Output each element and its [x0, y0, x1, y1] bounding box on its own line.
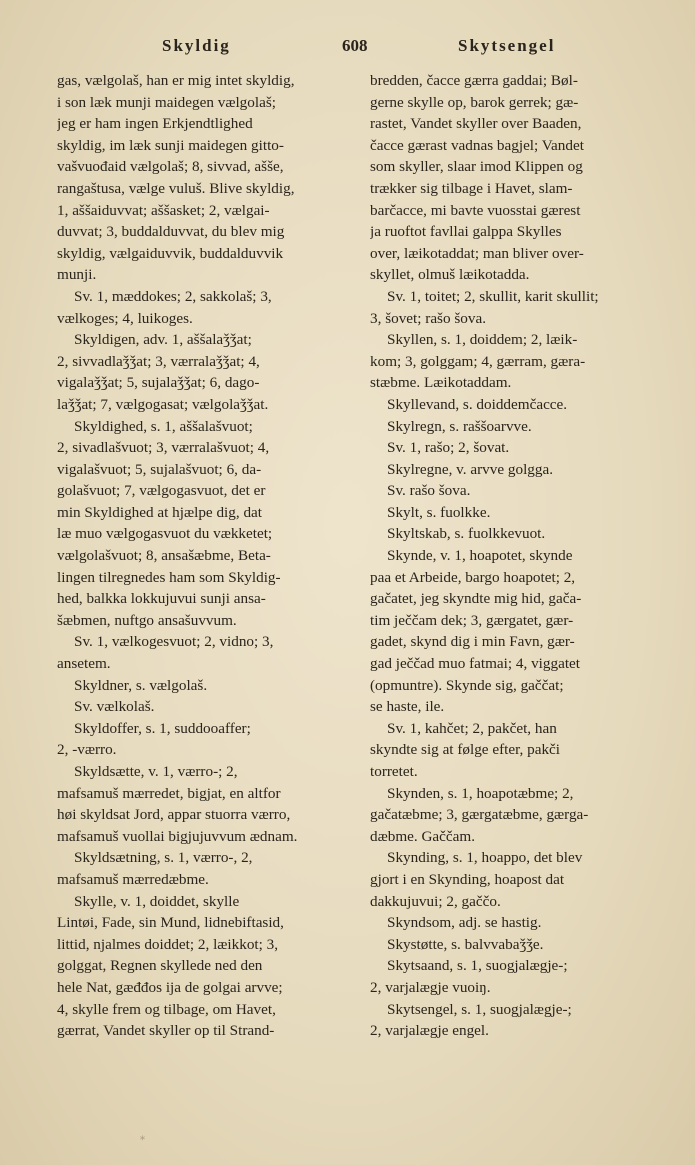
text-line: over, læikotaddat; man bliver over- — [370, 244, 584, 262]
text-line: hele Nat, gæđđos ija de golgai arvve; — [57, 978, 283, 996]
text-line: vigalašvuot; 5, sujalašvuot; 6, da- — [57, 460, 262, 478]
text-line: læ muo vælgogasvuot du vækketet; — [57, 525, 273, 543]
text-line: Skylregn, s. raššoarvve. — [387, 417, 532, 435]
text-line: golašvuot; 7, vælgogasvuot, det er — [57, 482, 266, 500]
text-line: stæbme. Læikotaddam. — [370, 374, 512, 392]
text-line: vælgolašvuot; 8, ansašæbme, Beta- — [57, 547, 271, 565]
text-line: ja ruoftot favllai galppa Skylles — [370, 223, 562, 241]
text-line: rastet, Vandet skyller over Baaden, — [370, 115, 582, 133]
text-line: paa et Arbeide, bargo hoapotet; 2, — [370, 568, 576, 586]
text-line: skyldig, im læk sunji maidegen gitto- — [57, 136, 284, 154]
text-line: Skyldighed, s. 1, aššalašvuot; — [74, 417, 253, 435]
text-line: gas, vælgolaš, han er mig intet skyldig, — [57, 72, 295, 89]
text-line: skyndte sig at følge efter, pakči — [370, 741, 561, 759]
right-column — [370, 70, 663, 1042]
text-line: Skyldsætte, v. 1, værro-; 2, — [74, 763, 238, 780]
text-line: gačatæbme; 3, gærgatæbme, gærga- — [370, 806, 589, 824]
text-line: Skynde, v. 1, hoapotet, skynde — [387, 547, 573, 565]
text-line: golggat, Regnen skyllede ned den — [57, 957, 263, 975]
text-line: høi skyldsat Jord, appar stuorra værro, — [57, 806, 291, 824]
header-right-word: Skytsengel — [458, 36, 556, 55]
text-line: Skynding, s. 1, hoappo, det blev — [387, 849, 583, 867]
text-line: 1, aššaiduvvat; aššasket; 2, vælgai- — [57, 201, 270, 219]
text-line: munji. — [57, 266, 97, 284]
text-line: Skylle, v. 1, doiddet, skylle — [74, 892, 240, 910]
text-line: Skyldigen, adv. 1, aššalaǯǯat; — [74, 331, 252, 349]
header-left-word: Skyldig — [162, 36, 231, 55]
text-line: dæbme. Gaččam. — [370, 827, 476, 845]
text-line: Skytsaand, s. 1, suogjalægje-; — [387, 957, 568, 975]
text-line: Skyldsætning, s. 1, værro-, 2, — [74, 849, 253, 867]
text-line: Skyllen, s. 1, doiddem; 2, læik- — [387, 331, 578, 349]
left-column — [57, 70, 350, 1042]
text-line: 2, sivadlašvuot; 3, værralašvuot; 4, — [57, 439, 270, 457]
text-line: hed, balkka lokkujuvui sunji ansa- — [57, 590, 266, 608]
text-line: barčacce, mi bavte vuosstai gærest — [370, 201, 581, 219]
text-line: dakkujuvui; 2, gaččo. — [370, 892, 501, 910]
text-line: rangaštusa, vælge vuluš. Blive skyldig, — [57, 179, 295, 197]
text-line: mafsamuš mærredet, bigjat, en altfor — [57, 784, 281, 802]
text-line: Sv. vælkolaš. — [74, 698, 155, 716]
text-line: duvvat; 3, buddalduvvat, du blev mig — [57, 223, 285, 241]
text-line: tim ječčam dek; 3, gærgatet, gær- — [370, 611, 574, 629]
text-line: gadet, skynd dig i min Favn, gær- — [370, 633, 575, 651]
page-mark: * — [140, 1135, 145, 1146]
text-line: šæbmen, nuftgo ansašuvvum. — [57, 611, 237, 629]
text-line: čacce gærast vadnas bagjel; Vandet — [370, 136, 584, 154]
text-line: gjort i en Skynding, hoapost dat — [370, 870, 565, 888]
text-line: 4, skylle frem og tilbage, om Havet, — [57, 1000, 276, 1018]
text-line: littid, njalmes doiddet; 2, læikkot; 3, — [57, 935, 279, 953]
text-line: Lintøi, Fade, sin Mund, lidnebiftasid, — [57, 914, 284, 932]
text-line: skyldig, vælgaiduvvik, buddalduvvik — [57, 244, 284, 262]
text-line: Skyltskab, s. fuolkkevuot. — [387, 525, 546, 543]
text-line: Skytsengel, s. 1, suogjalægje-; — [387, 1000, 572, 1018]
text-line: Sv. 1, mæddokes; 2, sakkolaš; 3, — [74, 287, 272, 305]
text-line: 3, šovet; rašo šova. — [370, 309, 486, 327]
text-line: gačatet, jeg skyndte mig hid, gača- — [370, 590, 582, 608]
text-line: vælkoges; 4, luikoges. — [57, 309, 193, 327]
text-line: som skyller, slaar imod Klippen og — [370, 158, 583, 176]
text-line: gerne skylle op, barok gerrek; gæ- — [370, 93, 579, 111]
text-line: Skyllevand, s. doiddemčacce. — [387, 395, 568, 413]
text-line: vigalaǯǯat; 5, sujalaǯǯat; 6, dago- — [57, 374, 260, 392]
text-line: laǯǯat; 7, vælgogasat; vælgolaǯǯat. — [57, 395, 269, 413]
text-line: 2, varjalægje engel. — [370, 1022, 489, 1040]
text-line: Skyldoffer, s. 1, suddooaffer; — [74, 719, 251, 737]
text-line: (opmuntre). Skynde sig, gaččat; — [370, 676, 564, 694]
text-line: gærrat, Vandet skyller op til Strand- — [57, 1022, 275, 1040]
running-header — [50, 36, 645, 62]
text-line: Sv. 1, vælkogesvuot; 2, vidno; 3, — [74, 633, 274, 651]
text-line: Skylt, s. fuolkke. — [387, 503, 491, 521]
text-line: torretet. — [370, 763, 418, 780]
text-line: kom; 3, golggam; 4, gærram, gæra- — [370, 352, 586, 370]
text-line: i son læk munji maidegen vælgolaš; — [57, 93, 276, 111]
text-line: Skyndsom, adj. se hastig. — [387, 914, 542, 932]
text-line: Skystøtte, s. balvvabaǯǯe. — [387, 935, 544, 953]
text-line: Skyldner, s. vælgolaš. — [74, 676, 208, 694]
text-line: 2, -værro. — [57, 741, 117, 759]
text-line: Skynden, s. 1, hoapotæbme; 2, — [387, 784, 574, 802]
text-line: vašvuođaid vælgolaš; 8, sivvad, ašše, — [57, 158, 284, 176]
text-line: mafsamuš vuollai bigjujuvvum ædnam. — [57, 827, 298, 845]
text-line: skyllet, olmuš læikotadda. — [370, 266, 530, 284]
text-line: ansetem. — [57, 655, 111, 673]
text-line: Sv. 1, kahčet; 2, pakčet, han — [387, 719, 557, 737]
text-line: 2, varjalægje vuoiŋ. — [370, 978, 491, 996]
text-line: mafsamuš mærredæbme. — [57, 870, 209, 888]
text-line: Sv. 1, toitet; 2, skullit, karit skullit; — [387, 287, 599, 305]
text-line: Skylregne, v. arvve golgga. — [387, 460, 554, 478]
text-line: bredden, čacce gærra gaddai; Bøl- — [370, 72, 578, 89]
text-line: trækker sig tilbage i Havet, slam- — [370, 179, 573, 197]
text-line: lingen tilregnedes ham som Skyldig- — [57, 568, 281, 586]
text-line: Sv. 1, rašo; 2, šovat. — [387, 439, 510, 457]
text-line: se haste, ile. — [370, 698, 445, 716]
text-line: 2, sivvadlaǯǯat; 3, værralaǯǯat; 4, — [57, 352, 260, 370]
page-number: 608 — [342, 36, 368, 55]
text-line: jeg er ham ingen Erkjendtlighed — [57, 115, 253, 133]
text-line: min Skyldighed at hjælpe dig, dat — [57, 503, 263, 521]
text-line: gad ječčad muo fatmai; 4, viggatet — [370, 655, 581, 673]
text-line: Sv. rašo šova. — [387, 482, 471, 500]
